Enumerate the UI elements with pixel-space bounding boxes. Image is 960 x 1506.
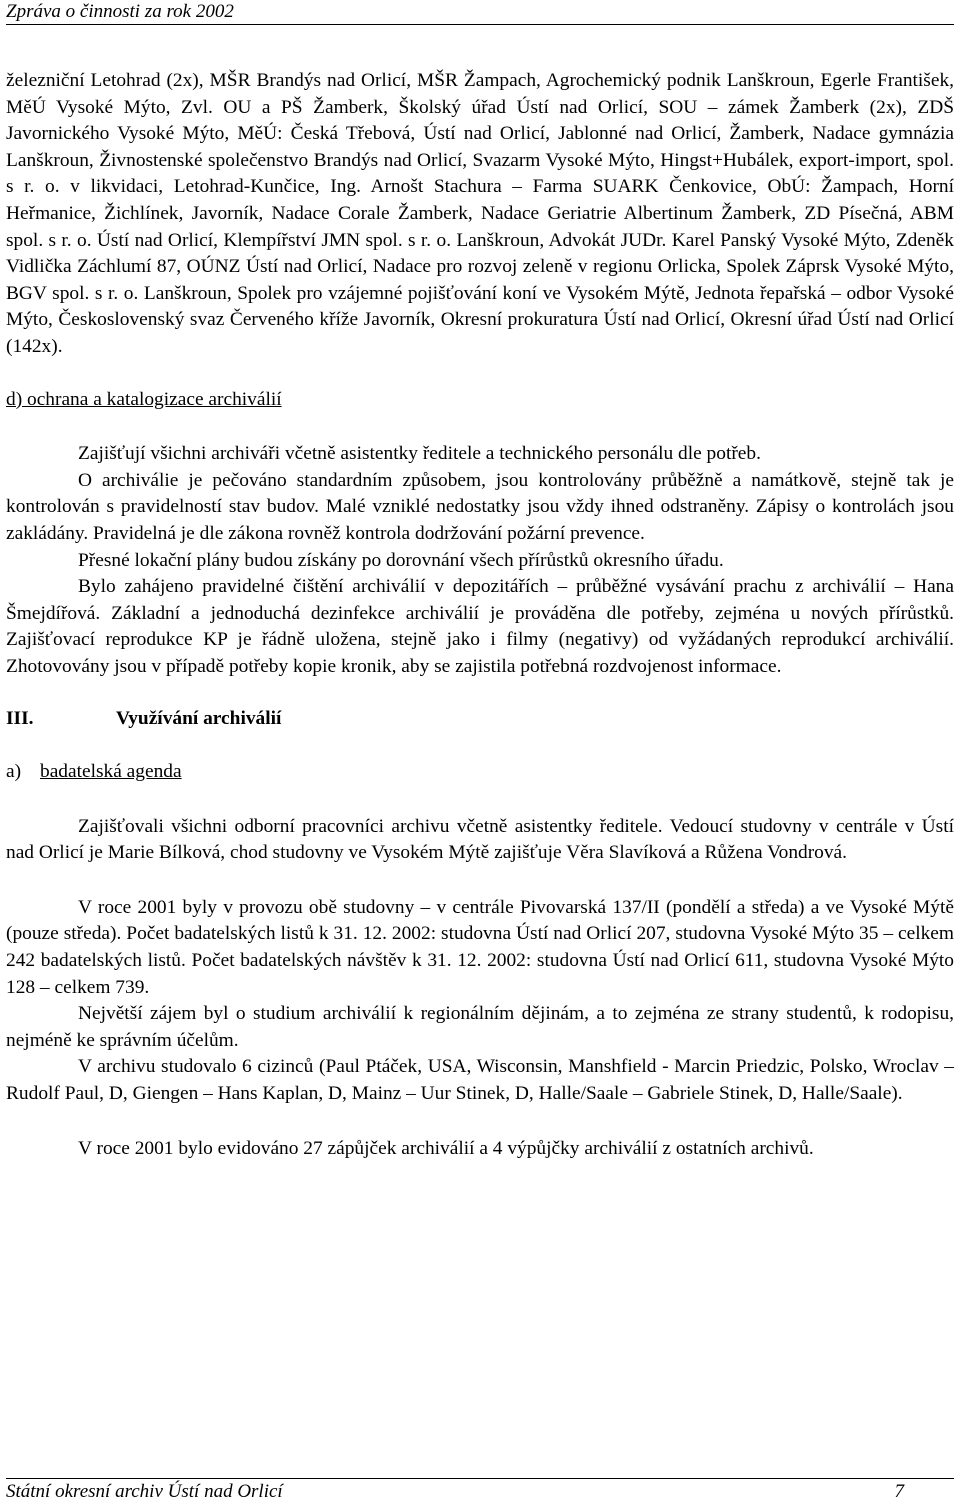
paragraph-d4: Bylo zahájeno pravidelné čištění archiválií v depozitářích – průběžné vysávání prachu z archiválií – Hana Šmejdířová. Základní a jednoduchá dezinfekce archiválií je prováděna dle potřeby, zejména u nových přírůstků. Zajišťovací reprodukce KP je řádně uložena, stejně jako i filmy (negativy) od vyžádaných reprodukcí archiválií. Zhotovovány jsou v případě potřeby kopie kronik, aby se zajistila potřebná rozdvojenost informace. — [6, 576, 954, 677]
running-footer — [6, 1478, 954, 1505]
section-d-title: d) ochrana a katalogizace archiválií — [6, 388, 282, 410]
paragraph-a4: V archivu studovalo 6 cizinců (Paul Ptáček, USA, Wisconsin, Manshfield - Marcin Priedzic, Polsko, Wroclav – Rudolf Paul, D, Giengen – Hans Kaplan, D, Mainz – Uur Stinek, D, Halle/Saale – Gabriele Stinek, D, Halle/Saale). — [6, 1056, 954, 1104]
header-title: Zpráva o činnosti za rok 2002 — [6, 1, 234, 22]
paragraph-a2: V roce 2001 byly v provozu obě studovny – v centrále Pivovarská 137/II (pondělí a středa) a ve Vysoké Mýtě (pouze středa). Počet badatelských listů k 31. 12. 2002: studovna Ústí nad Orlicí 207, studovna Vysoké Mýto 35 – celkem 242 badatelských listů. Počet badatelských návštěv k 31. 12. 2002: studovna Ústí nad Orlicí 611, studovna Vysoké Mýto 128 – celkem 739. — [6, 896, 954, 998]
page-content — [6, 68, 954, 1162]
page-number: 7 — [894, 1481, 904, 1502]
section-a-title: badatelská agenda — [40, 761, 182, 783]
section-a-letter: a) — [6, 761, 22, 783]
paragraph-d3: Přesné lokační plány budou získány po dorovnání všech přírůstků okresního úřadu. — [78, 549, 724, 571]
paragraph-a5: V roce 2001 bylo evidováno 27 zápůjček archiválií a 4 výpůjčky archiválií z ostatních archivů. — [78, 1137, 814, 1159]
section-3-title: Využívání archiválií — [116, 708, 282, 730]
paragraph-institutions-list: železniční Letohrad (2x), MŠR Brandýs nad Orlicí, MŠR Žampach, Agrochemický podnik Lanškroun, Egerle František, MěÚ Vysoké Mýto, Zvl. OU a PŠ Žamberk, Školský úřad Ústí nad Orlicí, SOU – zámek Žamberk (2x), ZDŠ Javornického Vysoké Mýto, MěÚ: Česká Třebová, Ústí nad Orlicí, Jablonné nad Orlicí, Žamberk, Nadace gymnázia Lanškroun, Živnostenské společenstvo Brandýs nad Orlicí, Svazarm Vysoké Mýto, Hingst+Hubálek, export-import, spol. s r. o. v likvidaci, Letohrad-Kunčice, Ing. Arnošt Stachura – Farma SUARK Čenkovice, ObÚ: Žampach, Horní Heřmanice, Žichlínek, Javorník, Nadace Corale Žamberk, Nadace Geriatrie Albertinum Žamberk, ZD Písečná, ABM spol. s r. o. Ústí nad Orlicí, Klempířství JMN spol. s r. o. Lanškroun, Advokát JUDr. Karel Panský Vysoké Mýto, Zdeněk Vidlička Záchlumí 87, OÚNZ Ústí nad Orlicí, Nadace pro rozvoj zeleně v regionu Orlicka, Spolek Záprsk Vysoké Mýto, BGV spol. s r. o. Lanškroun, Spolek pro vzájemné pojišťování koní ve Vysokém Mýtě, Jednota řepařská – odbor Vysoké Mýto, Československý svaz Červeného kříže Javorník, Okresní prokuratura Ústí nad Orlicí, Okresní úřad Ústí nad Orlicí (142x). — [6, 70, 954, 357]
paragraph-d2: O archiválie je pečováno standardním způsobem, jsou kontrolovány průběžně a namátkově, stejně tak je kontrolován s pravidelností stav budov. Malé vzniklé nedostatky jsou vždy ihned odstraněny. Zápisy o kontrolách jsou zakládány. Pravidelná je dle zákona rovněž kontrola dodržování požární prevence. — [6, 469, 954, 544]
section-3-heading — [6, 706, 954, 733]
section-a-heading — [6, 759, 954, 786]
paragraph-d1: Zajišťují všichni archiváři včetně asistentky ředitele a technického personálu dle potřeb. — [78, 443, 761, 465]
footer-archive-name: Státní okresní archiv Ústí nad Orlicí — [6, 1481, 283, 1502]
running-header — [6, 0, 954, 25]
section-3-number: III. — [6, 708, 34, 730]
paragraph-a3: Největší zájem byl o studium archiválií k regionálním dějinám, a to zejména ze strany studentů, k rodopisu, nejméně ke správním účelům. — [6, 1003, 954, 1051]
paragraph-a1: Zajišťovali všichni odborní pracovníci archivu včetně asistentky ředitele. Vedoucí studovny v centrále v Ústí nad Orlicí je Marie Bílková, chod studovny ve Vysokém Mýtě zajišťuje Věra Slavíková a Růžena Vondrová. — [6, 815, 954, 864]
